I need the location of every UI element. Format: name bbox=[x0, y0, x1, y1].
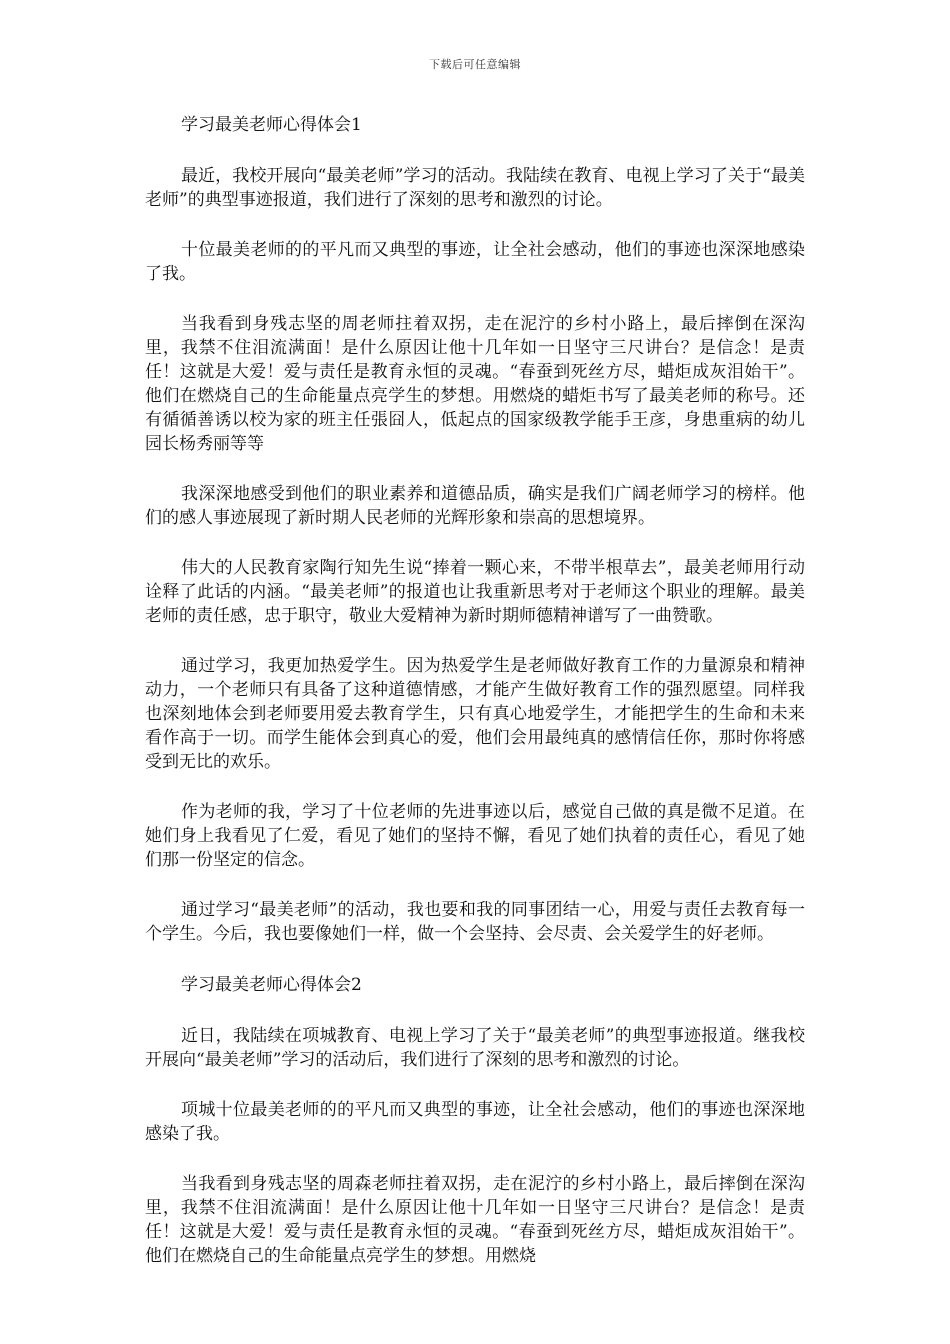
document-body bbox=[145, 112, 805, 1294]
paragraph: 通过学习，我更加热爱学生。因为热爱学生是老师做好教育工作的力量源泉和精神动力，一个老师只有具备了这种道德情感，才能产生做好教育工作的强烈愿望。同样我也深刻地体会到老师要用爱去教育学生，只有真心地爱学生，才能把学生的生命和未来看作高于一切。而学生能体会到真心的爱，他们会用最纯真的感情信任你，那时你将感受到无比的欢乐。 bbox=[145, 656, 805, 772]
paragraph: 伟大的人民教育家陶行知先生说“捧着一颗心来，不带半根草去”，最美老师用行动诠释了此话的内涵。“最美老师”的报道也让我重新思考对于老师这个职业的理解。最美老师的责任感，忠于职守，敬业大爱精神为新时期师德精神谱写了一曲赞歌。 bbox=[145, 558, 805, 626]
paragraph: 我深深地感受到他们的职业素养和道德品质，确实是我们广阔老师学习的榜样。他们的感人事迹展现了新时期人民老师的光辉形象和崇高的思想境界。 bbox=[145, 484, 805, 528]
paragraph: 当我看到身残志坚的周老师拄着双拐，走在泥泞的乡村小路上，最后摔倒在深沟里，我禁不住泪流满面！是什么原因让他十几年如一日坚守三尺讲台？是信念！是责任！这就是大爱！爱与责任是教育永恒的灵魂。“春蚕到死丝方尽，蜡炬成灰泪始干”。他们在燃烧自己的生命能量点亮学生的梦想。用燃烧的蜡炬书写了最美老师的称号。还有循循善诱以校为家的班主任張囧人，低起点的国家级教学能手王彦，身患重病的幼儿园长杨秀丽等等 bbox=[145, 314, 805, 454]
paragraph: 最近，我校开展向“最美老师”学习的活动。我陆续在教育、电视上学习了关于“最美老师”的典型事迹报道，我们进行了深刻的思考和激烈的讨论。 bbox=[145, 166, 805, 210]
paragraph: 十位最美老师的的平凡而又典型的事迹，让全社会感动，他们的事迹也深深地感染了我。 bbox=[145, 240, 805, 284]
paragraph: 当我看到身残志坚的周森老师拄着双拐，走在泥泞的乡村小路上，最后摔倒在深沟里，我禁不住泪流满面！是什么原因让他十几年如一日坚守三尺讲台？是信念！是责任！这就是大爱！爱与责任是教育永恒的灵魂。“春蚕到死丝方尽，蜡炬成灰泪始干”。他们在燃烧自己的生命能量点亮学生的梦想。用燃烧 bbox=[145, 1174, 805, 1266]
section-title: 学习最美老师心得体会1 bbox=[181, 115, 362, 135]
paragraph: 项城十位最美老师的的平凡而又典型的事迹，让全社会感动，他们的事迹也深深地感染了我。 bbox=[145, 1100, 805, 1144]
section-title: 学习最美老师心得体会2 bbox=[181, 975, 362, 995]
paragraph: 近日，我陆续在项城教育、电视上学习了关于“最美老师”的典型事迹报道。继我校开展向“最美老师”学习的活动后，我们进行了深刻的思考和激烈的讨论。 bbox=[145, 1026, 805, 1070]
page-header-note: 下载后可任意编辑 bbox=[429, 58, 521, 71]
paragraph: 作为老师的我，学习了十位老师的先进事迹以后，感觉自己做的真是微不足道。在她们身上我看见了仁爱，看见了她们的坚持不懈，看见了她们执着的责任心，看见了她们那一份坚定的信念。 bbox=[145, 802, 805, 870]
paragraph: 通过学习“最美老师”的活动，我也要和我的同事团结一心，用爱与责任去教育每一个学生。今后，我也要像她们一样，做一个会坚持、会尽责、会关爱学生的好老师。 bbox=[145, 900, 805, 944]
